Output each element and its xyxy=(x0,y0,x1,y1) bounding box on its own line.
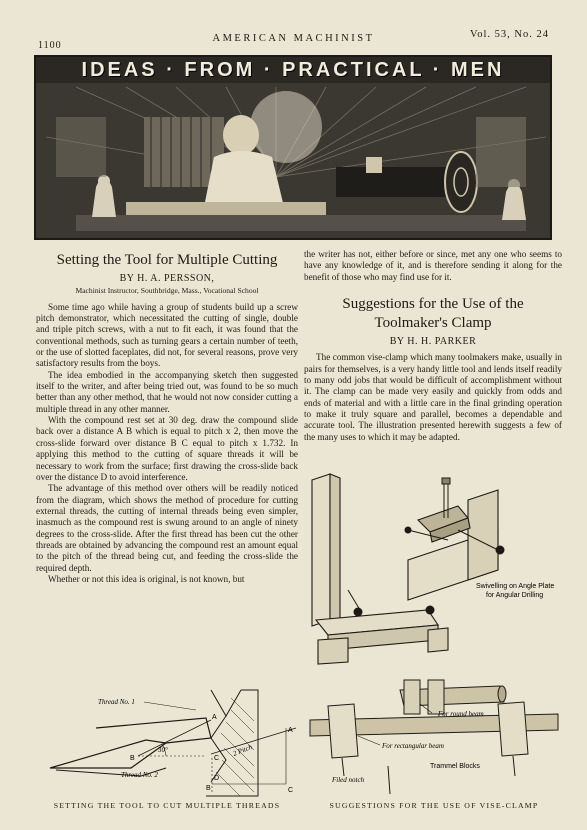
article1-paragraph: The idea embodied in the accompanying sketch then suggested itself to the writer, and after being tried out, was found to be so much better than any other method, that he would not now consider cutting a multiple thread in any other manner. xyxy=(36,369,298,414)
section-banner xyxy=(34,55,552,240)
article1-author: BY H. A. PERSSON, xyxy=(119,273,215,284)
angle-plate-drawing xyxy=(308,470,560,670)
label-d: D xyxy=(214,775,220,782)
banner-title: IDEAS · FROM · PRACTICAL · MEN xyxy=(81,59,505,81)
label-b: B xyxy=(130,755,135,762)
label-b-lower: B xyxy=(206,785,211,792)
left-column xyxy=(36,249,298,585)
figure1-caption: SETTING THE TOOL TO CUT MULTIPLE THREADS xyxy=(53,801,281,810)
page-number: 1100 xyxy=(38,40,62,51)
thread-diagram xyxy=(36,688,298,800)
article1-paragraph: With the compound rest set at 30 deg. draw the compound slide back over a distance A B which is equal to pitch x 2, then move the cross-slide forward over distance B C equal to pitch x 1.732. In applying this method to the cutting of square threads it will be necessary to work from the surface; first drawing the cross-slide back over the distance D to avoid interference. xyxy=(36,415,298,482)
article2-title xyxy=(304,295,562,333)
label-thread-2: Thread No. 2 xyxy=(121,771,158,779)
article1-continuation: the writer has not, either before or since, met any one who seems to have any knowledge of it, and is therefore sending it along for the benefit of those who may find use for it. xyxy=(304,249,562,282)
article2-paragraph: The common vise-clamp which many toolmakers make, usually in pairs for themselves, is a very handy little tool and lends itself readily to many odd jobs that would be difficult of accomplishment without it. The clamp can be made very easily and quickly from odds and ends of material and with a little care in the final grinding operation to make it truly square and parallel, becomes a dependable and accurate tool. The illustration presented herewith suggests a few of the many uses to which it may be adapted. xyxy=(304,352,562,442)
article1-paragraph: Some time ago while having a group of students build up a screw pitch demonstrator, which necessitated the cutting of single, double and triple pitch screws, with a nut to fit each, it was found that the conventional methods, such as turning gears a certain number of teeth, or the use of slotted faceplates, did not, for several reasons, prove very satisfactory results from the boys. xyxy=(36,301,298,369)
article1-paragraph: The advantage of this method over others will be readily noticed from the diagram, which shows the method of procedure for cutting external threads, the cutting of internal threads being even simpler, inasmuch as the compound rest is swung around to an angle of ninety degrees to the cross-slide. After the first thread has been cut the other threads are obtained by advancing the compound rest an amount equal to the pitch of the thread being cut, and feeding the cross-slide the required depth. xyxy=(36,483,298,573)
right-column xyxy=(304,249,562,443)
volume-number: Vol. 53, No. 24 xyxy=(470,29,549,40)
label-round-beam: For round beam xyxy=(438,710,484,718)
article2-title-line1: Suggestions for the Use of the xyxy=(342,296,524,313)
label-c: C xyxy=(214,755,220,762)
article1-paragraph: Whether or not this idea is original, is not known, but xyxy=(48,573,245,584)
trammel-blocks-drawing xyxy=(308,676,560,804)
article1-title: Setting the Tool for Multiple Cutting xyxy=(56,252,278,268)
label-thread-1: Thread No. 1 xyxy=(98,698,135,706)
journal-name: AMERICAN MACHINIST xyxy=(212,33,375,44)
label-a: A xyxy=(212,714,217,721)
figure2-caption: SUGGESTIONS FOR THE USE OF VISE-CLAMP xyxy=(329,801,539,810)
article2-author: BY H. H. PARKER xyxy=(389,336,477,348)
label-trammel: Trammel Blocks xyxy=(430,763,480,770)
label-filed-notch: Filed notch xyxy=(332,776,365,784)
label-angle: 30° xyxy=(158,746,168,754)
article2-title-line2: Toolmaker's Clamp xyxy=(374,315,492,332)
label-swivel-line2: for Angular Drilling xyxy=(486,592,544,599)
article1-affiliation: Machinist Instructor, Southbridge, Mass., Vocational School xyxy=(75,286,259,296)
label-pitch: 2 Pitch xyxy=(231,742,254,758)
label-rect-beam: For rectangular beam xyxy=(382,742,444,750)
banner-illustration xyxy=(36,57,550,238)
label-swivel-line1: Swivelling on Angle Plate xyxy=(476,583,555,590)
label-a-right: A xyxy=(288,727,293,734)
label-c-lower: C xyxy=(288,787,294,794)
